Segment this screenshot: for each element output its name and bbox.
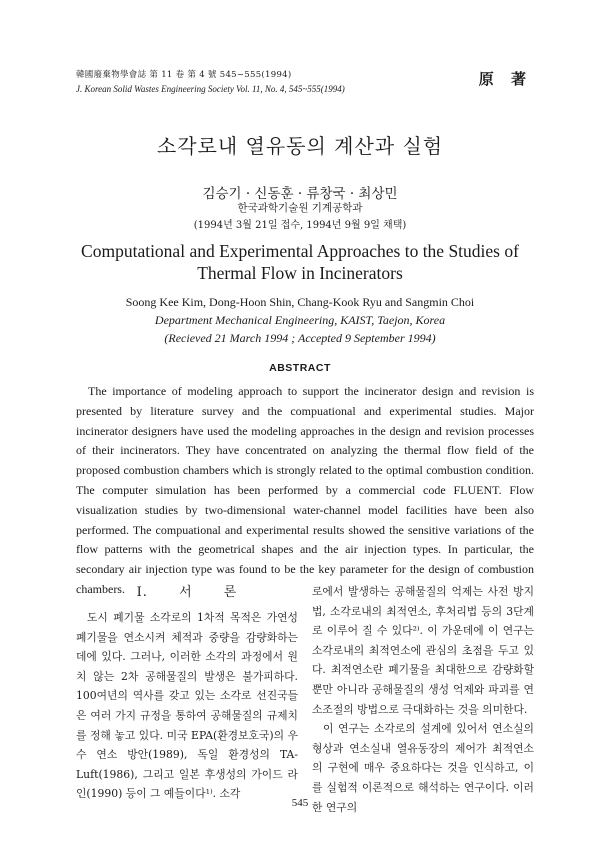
affiliation-english: Department Mechanical Engineering, KAIST, Taejon, Korea (154, 313, 446, 327)
page-number: 545 (291, 797, 309, 809)
authors-english: Soong Kee Kim, Dong-Hoon Shin, Chang-Kook Ryu and Sangmin Choi (125, 295, 475, 309)
affiliation-korean: 한국과학기술원 기계공학과 (237, 202, 363, 214)
abstract-heading: ABSTRACT (269, 362, 331, 374)
intro-paragraph-left: 도시 폐기물 소각로의 1차적 목적은 가연성 폐기물을 연소시켜 체적과 중량을 감량화하는 데에 있다. 그러나, 이러한 소각의 과정에서 원치 않는 2차 공해물질의 발생은 불가피하다. 100여년의 역사를 갖고 있는 소각로 선진국들은 여러 가지 규정을 통하여 공해물질의 규제치를 정해 놓고 있다. 미국 EPA(환경보호국)의 우수 연소 방안(1989), 독일 환경성의 TA-Luft(1986), 그리고 일본 후생성의 가이드 라인(1990) 등이 그 예들이다¹⁾. 소각 (76, 611, 298, 801)
journal-english-line: J. Korean Solid Wastes Engineering Society Vol. 11, No. 4, 545~555(1994) (76, 84, 345, 94)
journal-korean-line: 韓國廢棄物學會誌 第 11 卷 第 4 號 545~555(1994) (76, 70, 292, 80)
received-date-english: (Recieved 21 March 1994 ; Accepted 9 September 1994) (164, 331, 436, 345)
title-korean: 소각로내 열유동의 계산과 실험 (156, 134, 444, 158)
right-column (312, 582, 534, 817)
intro-paragraph-right-1: 로에서 발생하는 공해물질의 억제는 사전 방지법, 소각로내의 최적연소, 후처리법 등의 3단계로 이루어 질 수 있다²⁾. 이 가운데에 이 연구는 소각로내의 최적연소에 관심의 초점을 두고 있다. 최적연소란 폐기물을 최대한으로 감량화할 뿐만 아니라 공해물질의 생성 억제와 파괴를 연소조절의 방법으로 극대화하는 것을 의미한다. (312, 585, 534, 716)
authors-korean: 김승기 · 신동훈 · 류창국 · 최상민 (202, 186, 398, 202)
section-title-introduction: I. 서 론 (136, 585, 238, 600)
journal-info (76, 68, 345, 96)
title-english: Computational and Experimental Approaches to the Studies of Thermal Flow in Incinerators (81, 241, 519, 283)
left-column (76, 582, 298, 804)
received-date-korean: (1994년 3월 21일 접수, 1994년 9월 9일 채택) (193, 220, 407, 231)
intro-paragraph-right-2: 이 연구는 소각로의 설계에 있어서 연소실의 형상과 연소실내 열유동장의 제어가 최적연소의 구현에 매우 중요하다는 것을 인식하고, 이를 실험적 이론적으로 해석하는 연구이다. 이러한 연구의 (312, 722, 534, 814)
abstract-body: The importance of modeling approach to support the incinerator design and revision is presented by literature survey and the compuational and experimental studies. Major incinerator designers have used the modeling approaches in the design and revision processes of their incinerators. They have concentrated on analyzing the thermal flow field of the proposed combustion chambers which is strongly related to the optimal combustion condition. The computer simulation has been performed by a commercial code FLUENT. Flow visualization studies by two-dimensional water-channel model facilities have been also performed. The compuational and experimental results showed the sensitive variations of the flow patterns with the geometrical shapes and the air injection types. In particular, the secondary air injection type was found to be the key parameter for the design of combustion chambers. (76, 384, 534, 596)
article-type-label: 原 著 (478, 70, 532, 88)
